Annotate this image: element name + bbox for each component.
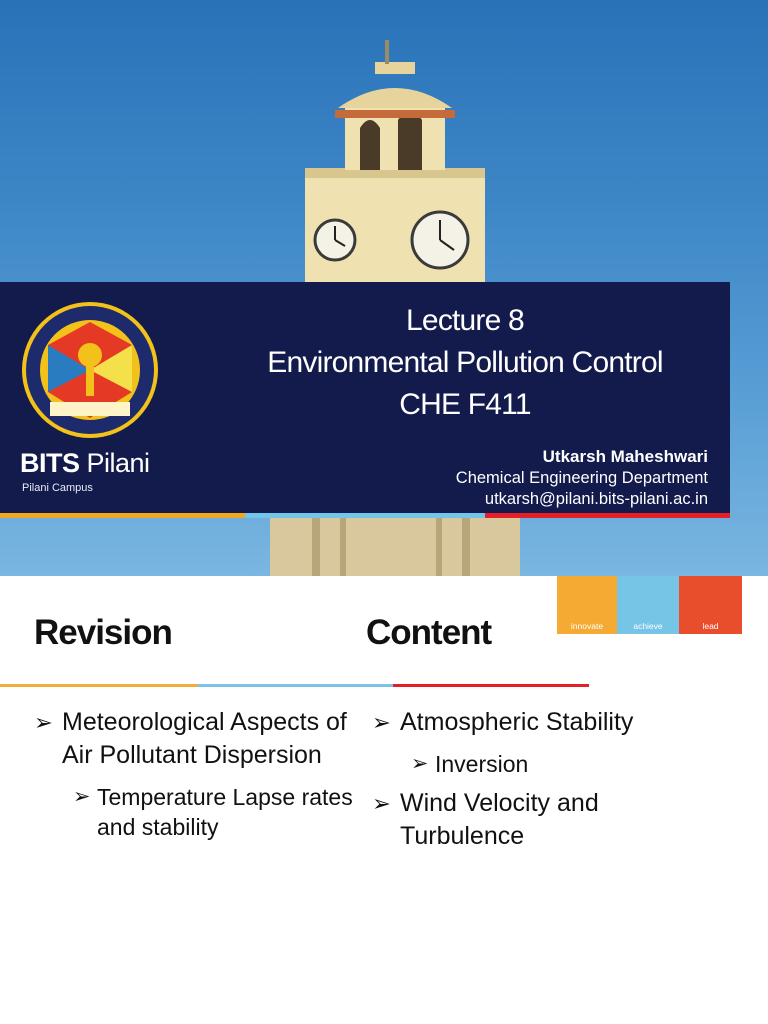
arrowhead-icon: ➢ <box>34 710 53 735</box>
heading-content: Content <box>366 613 492 652</box>
author-department: Chemical Engineering Department <box>455 469 708 487</box>
badge-lead-label: lead <box>702 621 719 631</box>
divider-red <box>393 684 589 687</box>
list-item <box>372 706 702 739</box>
author-block <box>456 446 708 510</box>
revision-column <box>34 706 364 850</box>
author-email[interactable]: utkarsh@pilani.bits-pilani.ac.in <box>484 490 708 508</box>
title-line-2: Environmental Pollution Control <box>267 346 663 379</box>
banner-stripe-blue <box>245 513 485 518</box>
list-item <box>372 787 702 853</box>
content-slide <box>0 576 768 1024</box>
banner-stripe-yellow <box>0 513 245 518</box>
bits-crest-logo <box>20 300 160 440</box>
heading-revision: Revision <box>34 613 172 652</box>
brand-bold: BITS <box>20 448 80 478</box>
list-item <box>34 706 364 772</box>
sub-bullet-text: Temperature Lapse rates and stability <box>97 784 353 840</box>
title-line-3: CHE F411 <box>399 388 531 421</box>
innovate-achieve-lead-badge <box>557 576 742 634</box>
title-line-1: Lecture 8 <box>406 304 524 337</box>
arrowhead-icon: ➢ <box>372 791 391 816</box>
arrowhead-icon: ➢ <box>411 752 429 775</box>
lecture-title <box>200 300 730 426</box>
badge-achieve <box>617 576 679 634</box>
brand-name <box>20 448 150 479</box>
bullet-text: Atmospheric Stability <box>400 708 634 736</box>
badge-innovate <box>557 576 617 634</box>
list-item <box>73 782 364 842</box>
badge-innovate-label: innovate <box>570 621 604 631</box>
arrowhead-icon: ➢ <box>372 710 391 735</box>
brand-rest: Pilani <box>79 448 150 478</box>
badge-achieve-label: achieve <box>633 621 663 631</box>
banner-stripe-red <box>485 513 730 518</box>
sub-bullet-text: Inversion <box>435 751 529 777</box>
brand-campus: Pilani Campus <box>22 482 93 494</box>
bullet-text: Meteorological Aspects of Air Pollutant Dispersion <box>62 708 347 769</box>
badge-lead <box>679 576 742 634</box>
content-column <box>372 706 702 863</box>
list-item <box>411 749 702 779</box>
divider-yellow <box>0 684 198 687</box>
bullet-text: Wind Velocity and Turbulence <box>400 789 599 850</box>
author-name: Utkarsh Maheshwari <box>542 447 708 466</box>
divider-blue <box>198 684 393 687</box>
arrowhead-icon: ➢ <box>73 785 91 808</box>
